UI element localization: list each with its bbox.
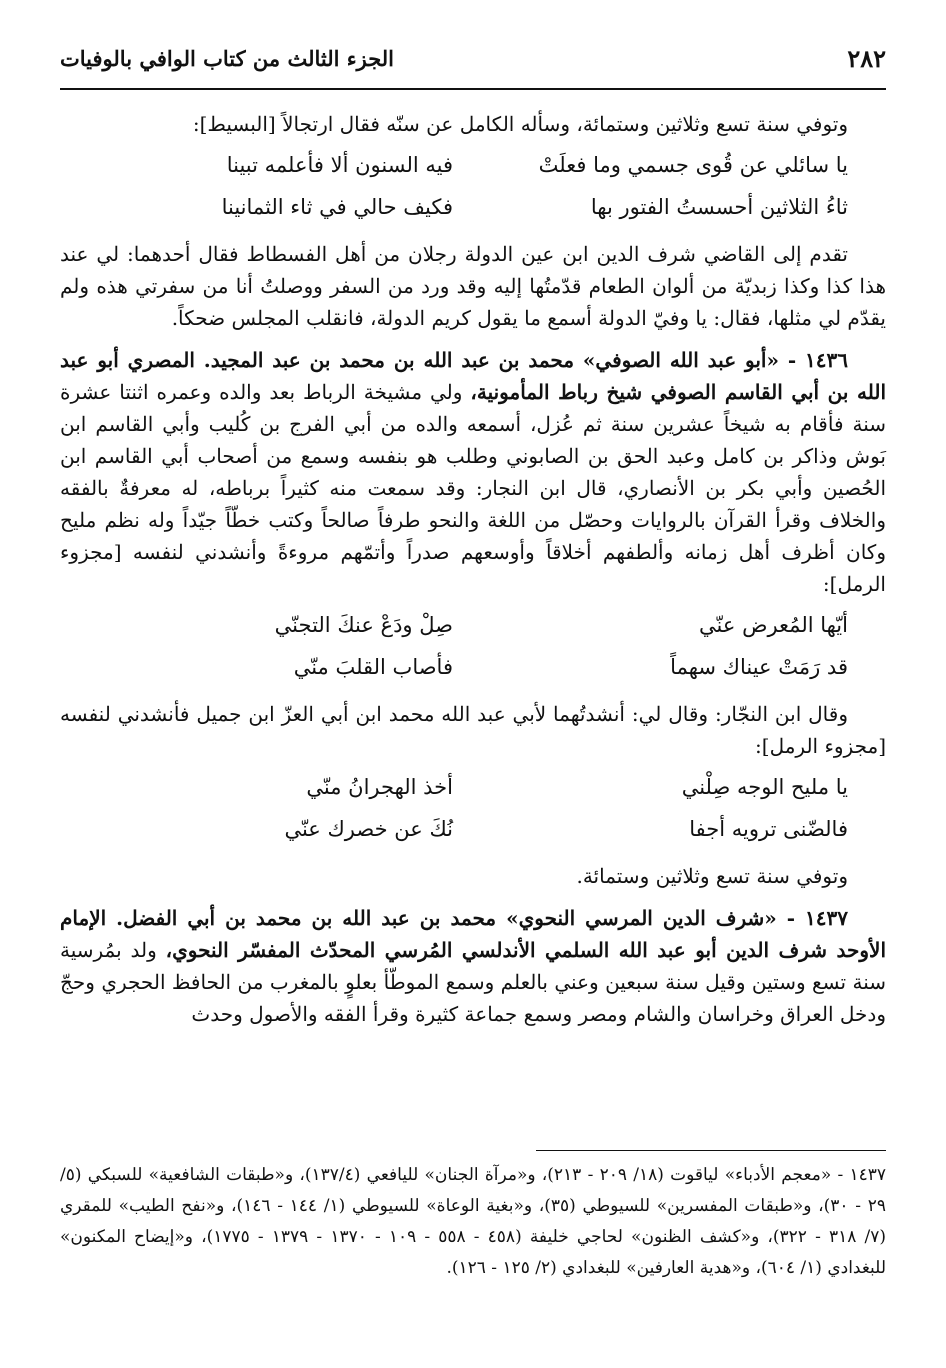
header-rule [60,88,886,90]
entry-1436-heading: ١٤٣٦ - «أبو عبد الله الصوفي» محمد بن عبد الله بن محمد بن عبد المجيد. المصري أبو عبد الله بن أبي القاسم الصوفي شيخ رباط المأمونية، [60,348,887,404]
running-title: الجزء الثالث من كتاب الوافي بالوفيات [60,46,395,71]
verse-line [60,186,886,228]
verse-second-hemistich: فكيف حالي في ثاء الثمانينا [221,195,453,219]
paragraph-death-note-2: وتوفي سنة تسع وثلاثين وستمائة. [576,864,848,888]
paragraph-death-note: وتوفي سنة تسع وثلاثين وستمائة، وسأله الكامل عن سنّه فقال ارتجالاً [البسيط]: [192,112,848,136]
verse-second-hemistich: فأصاب القلبَ منّي [293,655,453,679]
verse-second-hemistich: صِلْ ودَعْ عنكَ التجنّي [274,613,453,637]
page-header [60,44,886,84]
verse-first-hemistich: يا سائلي عن قُوى جسمي وما فعلَتْ [538,153,848,177]
verse-line [60,604,886,646]
entry-1436 [60,344,886,600]
paragraph-anecdote: تقدم إلى القاضي شرف الدين ابن عين الدولة رجلان من أهل الفسطاط فقال أحدهما: لي عند هذا كذا وكذا زبديّة من ألوان الطعام قدّمتُها إليه وقد ورد من السفر ووصلتُ أنا من سفرتي هذه ولم يقدّم لي مثلها، فقال: يا وفيّ الدولة أسمع ما يقول كريم الدولة، فانقلب المجلس ضحكاً. [60,242,886,330]
entry-1437 [60,902,886,1030]
poem-majzu-ramal-2 [60,766,886,850]
verse-second-hemistich: أخذ الهجرانُ منّي [306,775,453,799]
main-text [60,108,886,1030]
poem-majzu-ramal-1 [60,604,886,688]
verse-first-hemistich: ثاءُ الثلاثين أحسستُ الفتور بها [590,195,848,219]
verse-line [60,766,886,808]
verse-first-hemistich: يا مليح الوجه صِلْني [681,775,848,799]
footnotes [60,1160,886,1284]
verse-second-hemistich: نُكَ عن خصرك عنّي [284,817,453,841]
verse-second-hemistich: فيه السنون ألا فأعلمه تبينا [226,153,453,177]
paragraph-ibn-najjar: وقال ابن النجّار: وقال لي: أنشدتُهما لأبي عبد الله محمد ابن أبي العزّ ابن جميل فأنشدني لنفسه [مجزوء الرمل]: [60,702,886,758]
verse-line [60,646,886,688]
verse-first-hemistich: أيّها المُعرض عنّي [699,613,848,637]
entry-1437-heading: ١٤٣٧ - «شرف الدين المرسي النحوي» محمد بن عبد الله بن محمد بن أبي الفضل. الإمام الأوحد شرف الدين أبو عبد الله السلمي الأندلسي المُرسي المحدّث المفسّر النحوي، [60,906,887,962]
entry-1437-text: ولد بمُرسية سنة تسع وستين وقيل سنة سبعين وعني بالعلم وسمع الموطّأ بعلوٍ بالمغرب من الحافظ الحجري وحجّ ودخل العراق وخراسان والشام ومصر وسمع جماعة كثيرة وقرأ الفقه والأصول وحدث [60,938,886,1026]
verse-first-hemistich: قد رَمَتْ عيناك سهماً [670,655,848,679]
verse-line [60,144,886,186]
entry-1436-text: ولي مشيخة الرباط بعد والده وعمره اثنتا عشرة سنة فأقام به شيخاً عشرين سنة ثم عُزل، أسمعه والده من أبي الفرج بن كُليب وأبي القاسم ابن بَوش وذاكر بن كامل وعبد الحق بن الصابوني وطلب هو بنفسه وسمع من أصحاب أبي القاسم ابن الحُصين وأبي بكر بن الأنصاري، قال ابن النجار: وقد سمعت منه كثيراً برباطه، له معرفةٌ بالفقه والخلاف وقرأ القرآن بالروايات وحصّل من اللغة والنحو طرفاً صالحاً وكتب خطّاً جيّداً وله نظم مليح وكان أظرف أهل زمانه وألطفهم أخلاقاً وأوسعهم صدراً وأتمّهم مروءةً وأنشدني لنفسه [مجزوء الرمل]: [60,380,886,596]
poem-basit [60,144,886,228]
verse-line [60,808,886,850]
footnote-1437: ١٤٣٧ - «معجم الأدباء» لياقوت (١٨/ ٢٠٩ - ٢١٣)، و«مرآة الجنان» لليافعي (١٣٧/٤)، و«طبقات الشافعية» للسبكي (٥/ ٢٩ - ٣٠)، و«طبقات المفسرين» للسيوطي (٣٥)، و«بغية الوعاة» للسيوطي (١/ ١٤٤ - ١٤٦)، و«نفح الطيب» للمقري (٧/ ٣١٨ - ٣٢٢)، و«كشف الظنون» لحاجي خليفة (٤٥٨ - ٥٥٨ - ١٠٩ - ١٣٧٠ - ١٣٧٩ - ١٧٧٥)، و«إيضاح المكنون» للبغدادي (١/ ٦٠٤)، و«هدية العارفين» للبغدادي (٢/ ١٢٥ - ١٢٦). [60,1165,886,1278]
verse-first-hemistich: فالضّنى ترويه أجفا [689,817,848,841]
footnote-rule [536,1150,886,1151]
page-number: ٢٨٢ [847,44,886,73]
